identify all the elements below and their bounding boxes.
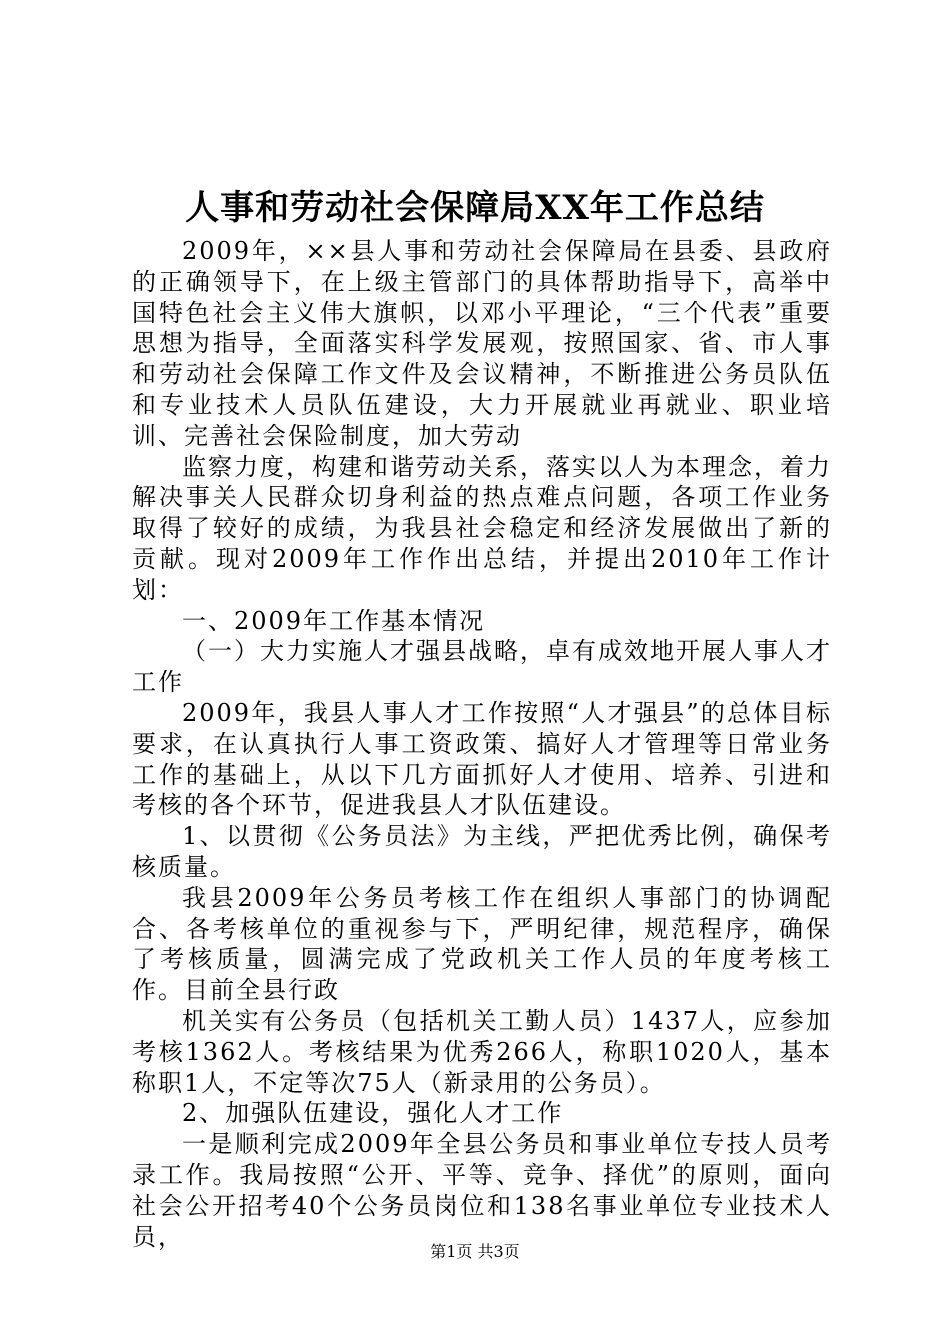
subsection-heading: （一）大力实施人才强县战略，卓有成效地开展人事人才工作	[132, 637, 832, 697]
paragraph: 2009年，××县人事和劳动社会保障局在县委、县政府的正确领导下，在上级主管部门的具体帮助指导下，高举中国特色社会主义伟大旗帜，以邓小平理论，“三个代表”重要思想为指导，全面落实科学发展观，按照国家、省、市人事和劳动社会保障工作文件及会议精神，不断推进公务员队伍和专业技术人员队伍建设，大力开展就业再就业、职业培训、完善社会保险制度，加大劳动	[132, 237, 832, 450]
paragraph: 机关实有公务员（包括机关工勤人员）1437人，应参加考核1362人。考核结果为优秀266人，称职1020人，基本称职1人，不定等次75人（新录用的公务员）。	[132, 1006, 832, 1097]
document-body	[132, 236, 832, 1252]
paragraph: 2009年，我县人事人才工作按照“人才强县”的总体目标要求，在认真执行人事工资政策、搞好人才管理等日常业务工作的基础上，从以下几方面抓好人才使用、培养、引进和考核的各个环节，促进我县人才队伍建设。	[132, 698, 832, 820]
page-number-footer: 第1页 共3页	[430, 1242, 520, 1261]
section-heading: 一、2009年工作基本情况	[182, 606, 486, 635]
paragraph: 我县2009年公务员考核工作在组织人事部门的协调配合、各考核单位的重视参与下，严明纪律，规范程序，确保了考核质量，圆满完成了党政机关工作人员的年度考核工作。目前全县行政	[132, 883, 832, 1005]
item-heading: 1、以贯彻《公务员法》为主线，严把优秀比例，确保考核质量。	[132, 822, 832, 881]
paragraph: 一是顺利完成2009年全县公务员和事业单位专技人员考录工作。我局按照“公开、平等、竞争、择优”的原则，面向社会公开招考40个公务员岗位和138名事业单位专业技术人员，	[132, 1130, 832, 1251]
item-heading: 2、加强队伍建设，强化人才工作	[182, 1099, 564, 1128]
document-title: 人事和劳动社会保障局XX年工作总结	[185, 188, 765, 228]
paragraph: 监察力度，构建和谐劳动关系，落实以人为本理念，着力解决事关人民群众切身利益的热点难点问题，各项工作业务取得了较好的成绩，为我县社会稳定和经济发展做出了新的贡献。现对2009年工作作出总结，并提出2010年工作计划：	[132, 452, 832, 604]
